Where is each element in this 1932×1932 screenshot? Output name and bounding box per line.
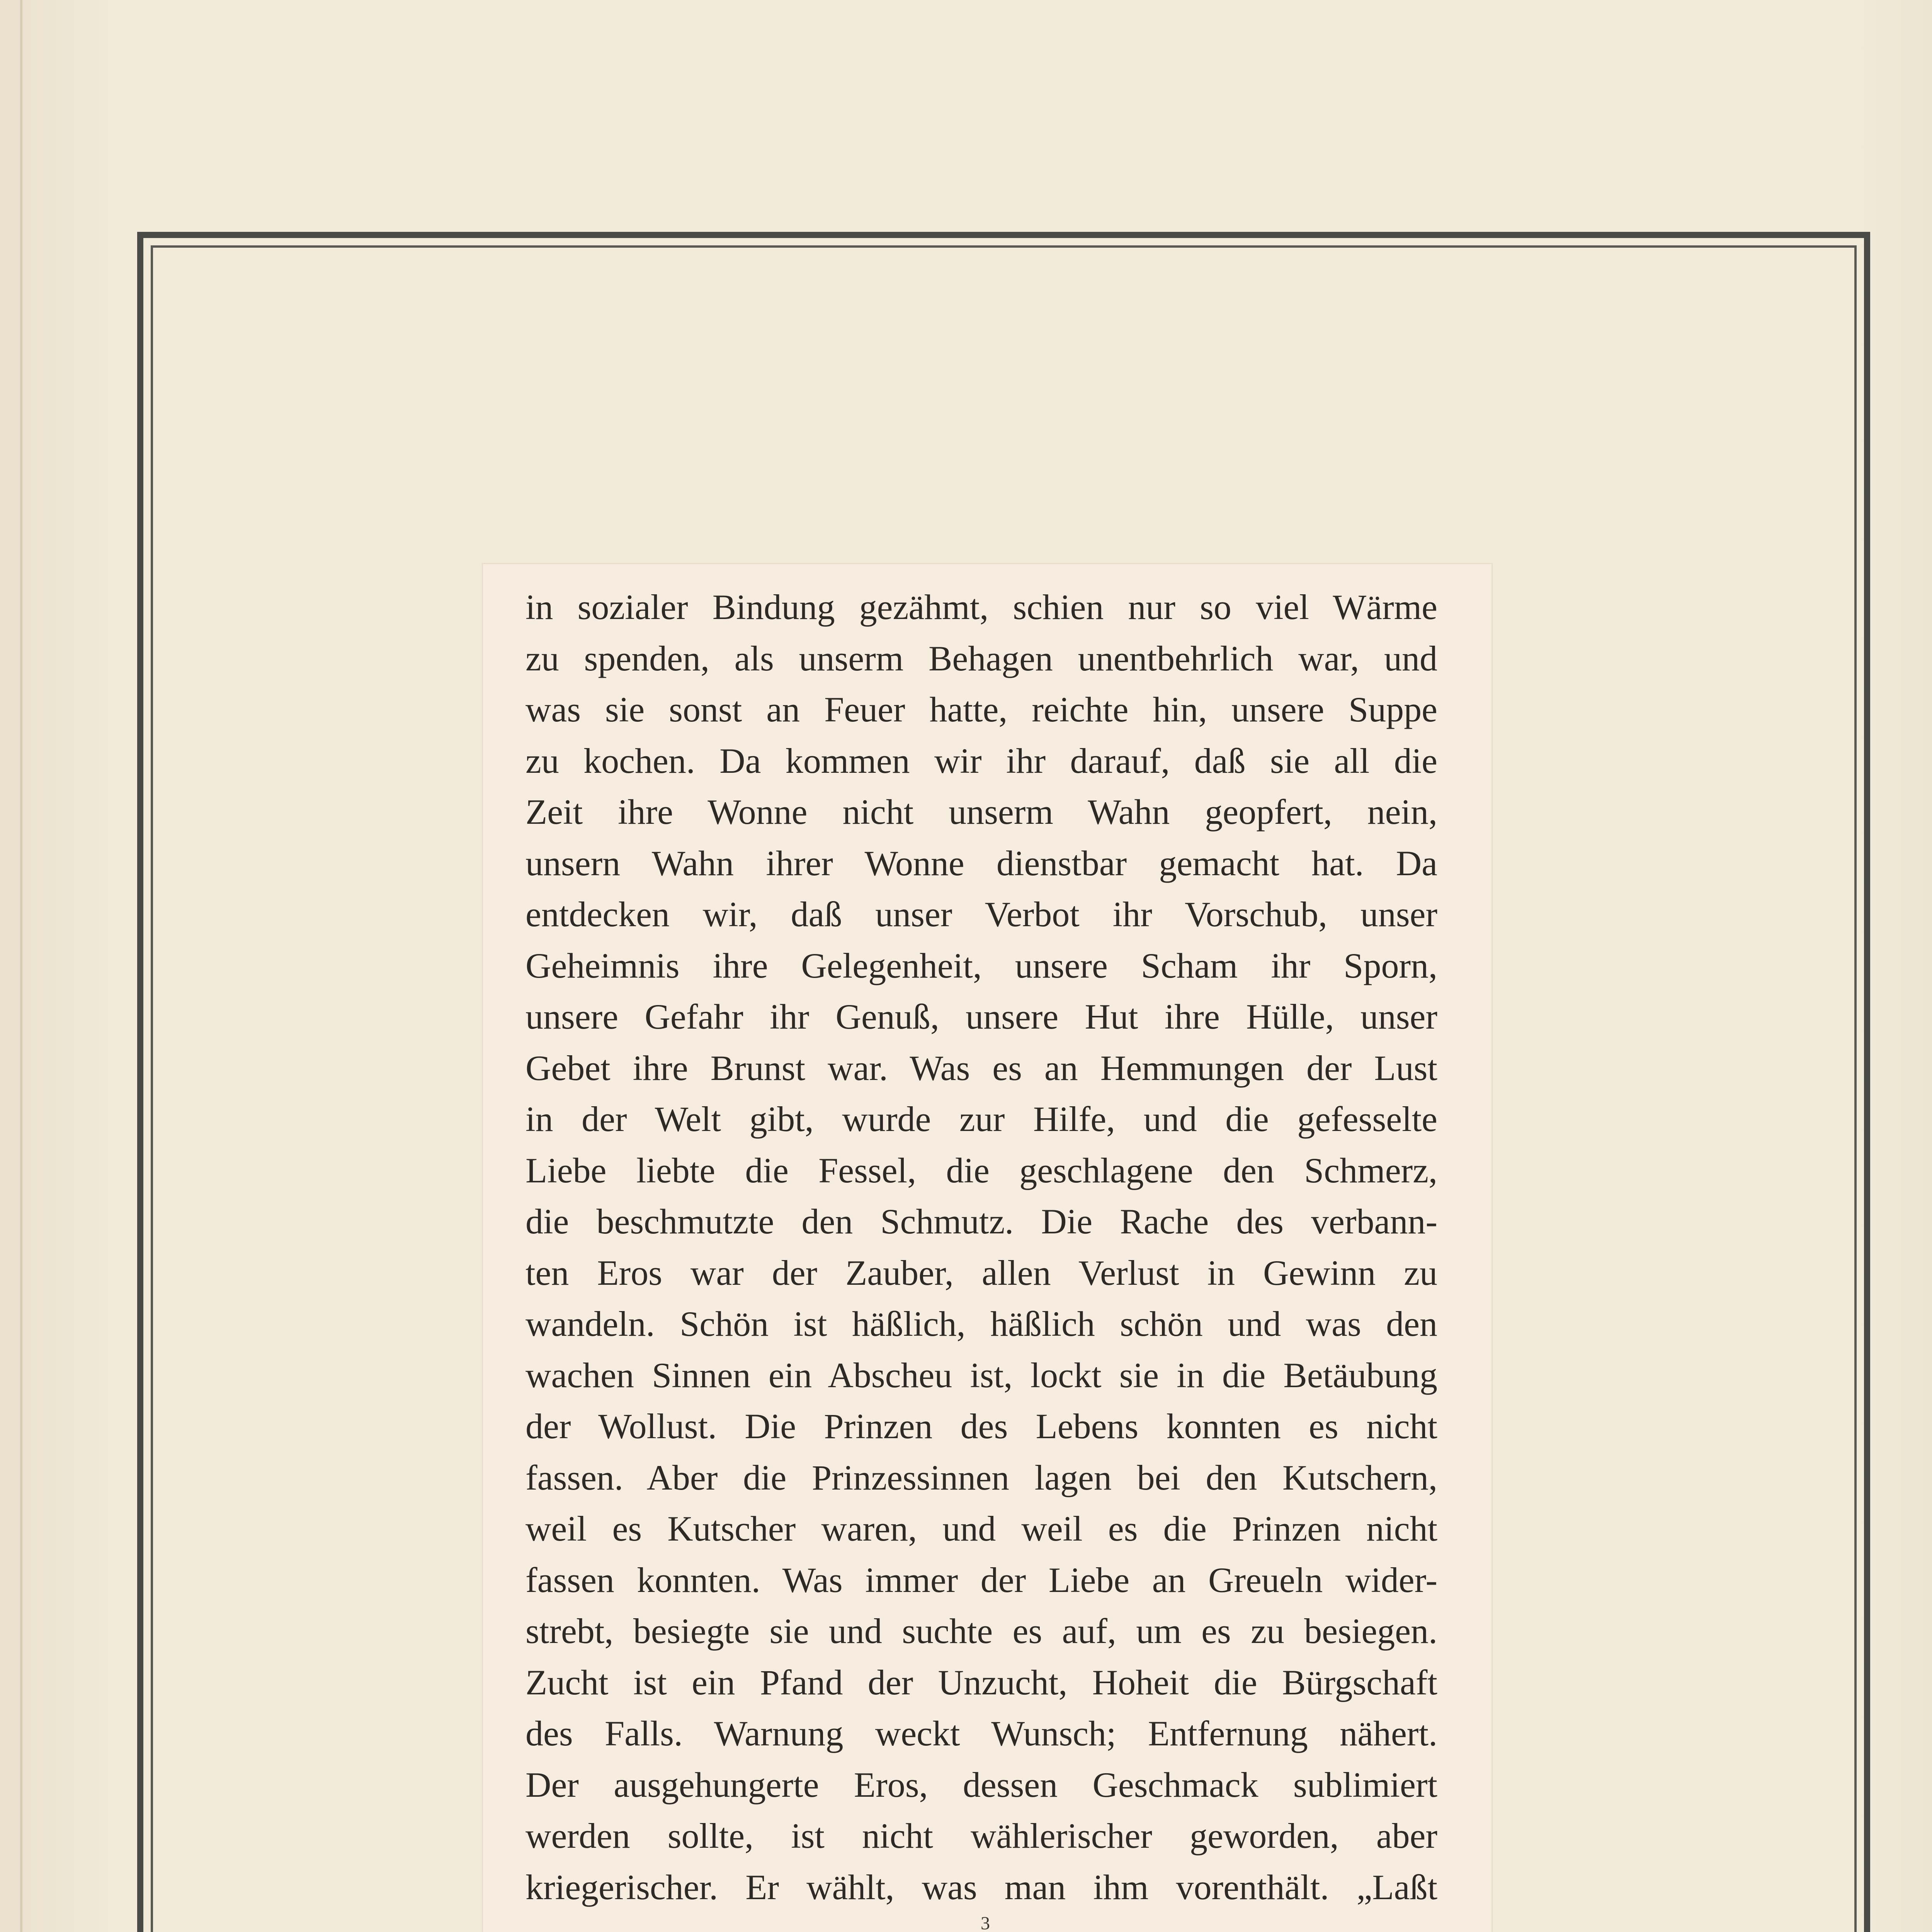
text-line: in sozialer Bindung gezähmt, schien nur so viel Wärme: [526, 587, 1437, 627]
text-line: Zeit ihre Wonne nicht unserm Wahn geopfert, nein,: [526, 792, 1437, 832]
text-line: Geheimnis ihre Gelegenheit, unsere Scham ihr Sporn,: [526, 946, 1437, 985]
text-line: unsern Wahn ihrer Wonne dienstbar gemacht hat. Da: [526, 843, 1437, 883]
text-line: Liebe liebte die Fessel, die geschlagene den Schmerz,: [526, 1150, 1437, 1190]
text-line: was sie sonst an Feuer hatte, reichte hin, unsere Suppe: [526, 690, 1437, 729]
text-line: entdecken wir, daß unser Verbot ihr Vorschub, unser: [526, 895, 1437, 934]
text-line: werden sollte, ist nicht wählerischer geworden, aber: [526, 1816, 1437, 1855]
text-line: ten Eros war der Zauber, allen Verlust in Gewinn zu: [526, 1253, 1437, 1293]
text-line: weil es Kutscher waren, und weil es die Prinzen nicht: [526, 1509, 1437, 1548]
text-line: kriegerischer. Er wählt, was man ihm vorenthält. „Laßt: [526, 1867, 1437, 1907]
text-line: Zucht ist ein Pfand der Unzucht, Hoheit die Bürgschaft: [526, 1662, 1437, 1702]
text-line: zu kochen. Da kommen wir ihr darauf, daß sie all die: [526, 741, 1437, 781]
text-line: die beschmutzte den Schmutz. Die Rache des verbann-: [526, 1202, 1437, 1241]
text-line: wandeln. Schön ist häßlich, häßlich schön und was den: [526, 1304, 1437, 1344]
text-line: wachen Sinnen ein Abscheu ist, lockt sie in die Betäubung: [526, 1355, 1437, 1395]
text-line: des Falls. Warnung weckt Wunsch; Entfernung nähert.: [526, 1714, 1437, 1753]
text-line: Gebet ihre Brunst war. Was es an Hemmungen der Lust: [526, 1048, 1437, 1088]
text-line: unsere Gefahr ihr Genuß, unsere Hut ihre Hülle, unser: [526, 997, 1437, 1036]
page-number: 3: [981, 1913, 990, 1932]
text-line: Der ausgehungerte Eros, dessen Geschmack sublimiert: [526, 1765, 1437, 1804]
text-line: der Wollust. Die Prinzen des Lebens konnten es nicht: [526, 1406, 1437, 1446]
body-text: [526, 582, 1437, 1913]
text-line: in der Welt gibt, wurde zur Hilfe, und die gefesselte: [526, 1099, 1437, 1139]
text-line: fassen konnten. Was immer der Liebe an Greueln wider-: [526, 1560, 1437, 1600]
left-fold-edge: [20, 0, 22, 1932]
text-line: fassen. Aber die Prinzessinnen lagen bei den Kutschern,: [526, 1458, 1437, 1497]
text-line: strebt, besiegte sie und suchte es auf, um es zu besiegen.: [526, 1611, 1437, 1651]
text-line: zu spenden, als unserm Behagen unentbehrlich war, und: [526, 638, 1437, 678]
